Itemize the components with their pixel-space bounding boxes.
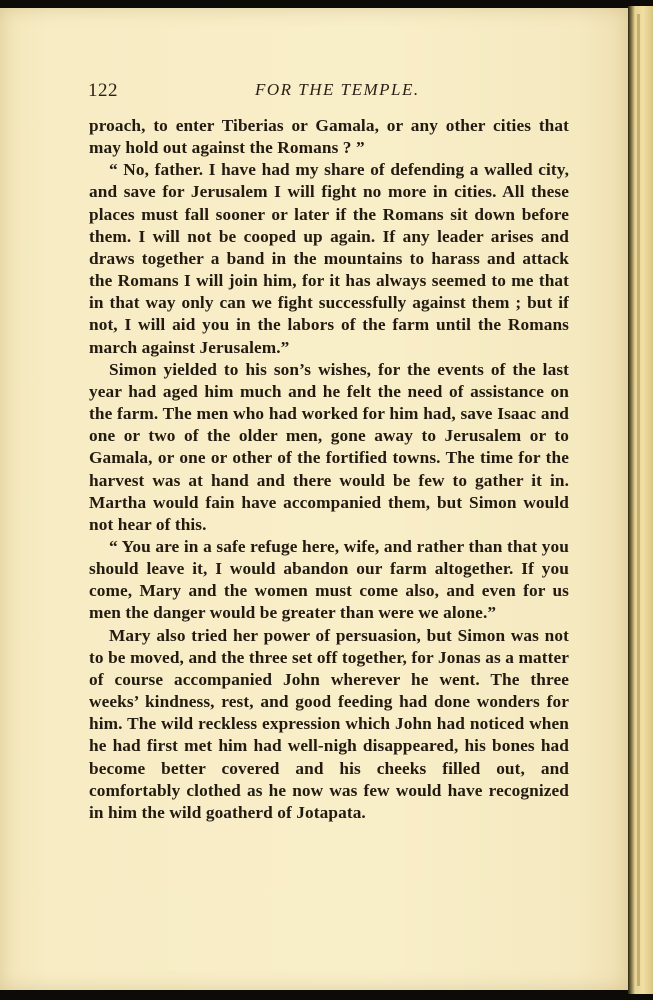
paragraph-safe-refuge: “ You are in a safe refuge here, wife, and rather than that you should leave it, I would abandon our farm altogether. If you come, Mary and the women must come also, and even for us men the danger would be greater than were we alone.” (89, 536, 569, 623)
paragraph-simon-yielded: Simon yielded to his son’s wishes, for the events of the last year had aged him much and he felt the need of assistance on the farm. The men who had worked for him had, save Isaac and one or two of the older men, gone away to Jerusalem or to Gamala, or one or other of the fortified towns. The time for the harvest was at hand and there would be few to gather it in. Martha would fain have accompanied them, but Simon would not hear of this. (89, 359, 569, 534)
paragraph-john-reply: “ No, father. I have had my share of defending a walled city, and save for Jerusalem I will fight no more in cities. All these places must fall sooner or later if the Romans sit down before them. I will not be cooped up again. If any leader arises and draws together a band in the mountains to harass and attack the Romans I will join him, for it has always seemed to me that in that way only can we fight successfully against them ; but if not, I will aid you in the labors of the farm until the Romans march against Jerusalem.” (89, 160, 569, 357)
body-text (89, 115, 569, 824)
running-title: FOR THE TEMPLE. (255, 80, 420, 99)
running-head (88, 80, 568, 104)
page-edge-line (637, 14, 640, 986)
paragraph-continuation: proach, to enter Tiberias or Gamala, or any other cities that may hold out against the Romans ? ” (89, 116, 569, 158)
book-page (0, 8, 628, 990)
page-number: 122 (88, 80, 118, 101)
page-edge-binding (628, 6, 653, 994)
paragraph-mary-persuasion: Mary also tried her power of persuasion, but Simon was not to be moved, and the three set off together, for Jonas as a matter of course accompanied John wherever he went. The three weeks’ kindness, rest, and good feeding had done wonders for him. The wild reckless expression which John had noticed when he had first met him had well-nigh disappeared, his bones had become better covered and his cheeks filled out, and comfortably clothed as he now was few would have recognized in him the wild goatherd of Jotapata. (89, 625, 569, 822)
